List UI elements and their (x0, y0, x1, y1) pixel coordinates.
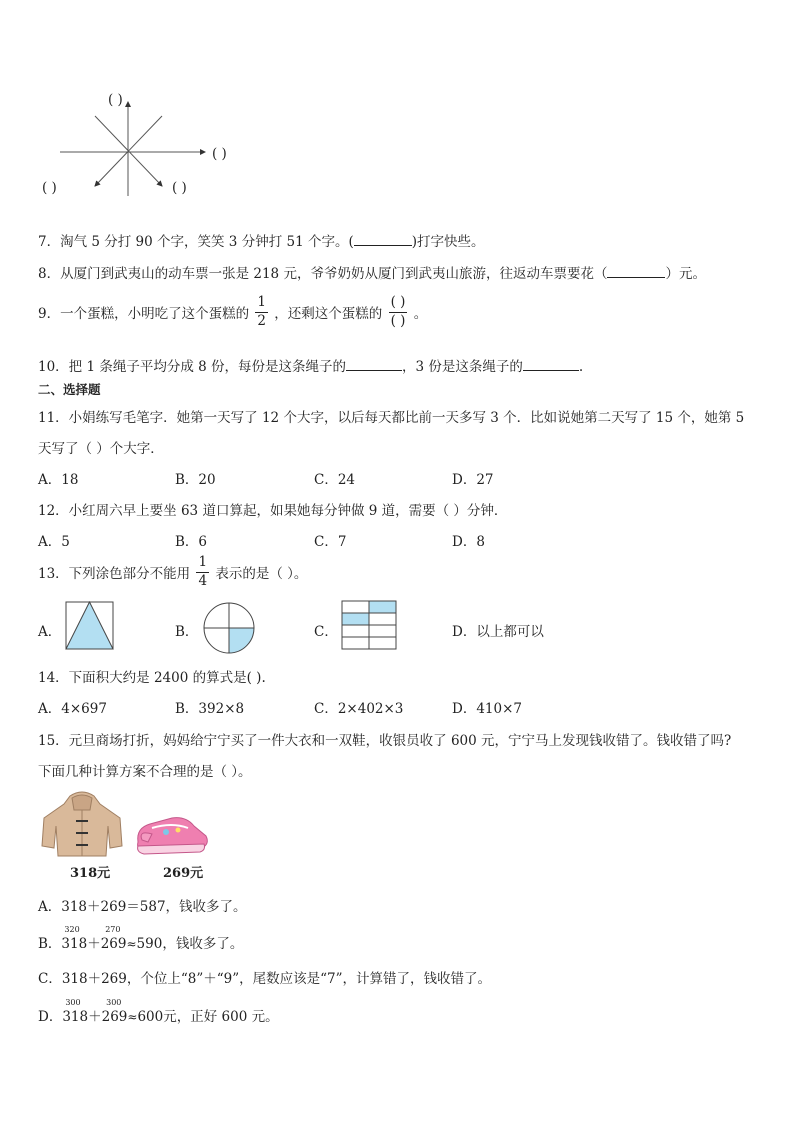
q10-text: 10．把 1 条绳子平均分成 8 份，每份是这条绳子的 (38, 359, 347, 375)
q11-line2: 天写了（ ）个大字． (38, 441, 164, 457)
q9-text-end: 。 (413, 306, 428, 322)
q13-option-b-figure[interactable] (202, 601, 256, 655)
section-heading: 二、选择题 (38, 382, 101, 397)
q10-blank-1[interactable] (346, 370, 402, 371)
q10-text-mid: ，3 份是这条绳子的 (402, 359, 523, 375)
q8-blank[interactable] (607, 277, 665, 278)
q13-fraction: $\frac{1}{4}$ (198, 554, 208, 589)
q15-b-term2: 270 ＋269 (87, 925, 127, 952)
q15-d-tail: 元，正好 600 元。 (163, 1009, 279, 1025)
q15-d-result: 600 (137, 1009, 164, 1025)
q15-option-c[interactable]: C．318＋269，个位上“8”＋“9”，尾数应该是“7”，计算错了，钱收错了。 (38, 971, 492, 987)
q15-option-d-label: D． (38, 1009, 63, 1025)
question-9 (38, 296, 427, 328)
q15-b-result: 590 (136, 936, 163, 952)
q15-b-approx: ≈ (126, 937, 137, 951)
q13-option-b-label[interactable]: B． (175, 624, 199, 640)
q7-text: 7．淘气 5 分打 90 个字，笑笑 3 分钟打 51 个字。( (38, 234, 354, 250)
q13-option-d[interactable]: D．以上都可以 (452, 624, 544, 640)
q13-option-a-label[interactable]: A． (38, 624, 62, 640)
q12-option-b[interactable]: B．6 (175, 534, 208, 550)
q15-d-term2: 300 ＋269 (88, 998, 128, 1025)
q13-option-c-label[interactable]: C． (314, 624, 338, 640)
q11-option-d[interactable]: D．27 (452, 472, 494, 488)
compass-diagram (40, 88, 280, 198)
q9-text-mid: ，还剩这个蛋糕的 (274, 306, 383, 322)
question-13 (38, 556, 307, 588)
q9-fraction-blank[interactable]: $\frac{( )}{( )}$ (390, 294, 406, 329)
coat-image (40, 790, 124, 858)
compass-bottomright-blank: ( ) (172, 180, 187, 196)
compass-left-blank: ( ) (42, 180, 57, 196)
q15-option-b-label: B． (38, 936, 62, 952)
q15-d-approx: ≈ (127, 1010, 138, 1024)
q9-fraction-half: $\frac{1}{2}$ (257, 294, 266, 329)
q14-option-a[interactable]: A．4×697 (38, 701, 107, 717)
q15-option-d[interactable] (38, 998, 279, 1025)
q15-d-term1: 300 318 (62, 998, 89, 1025)
q12-option-d[interactable]: D．8 (452, 534, 485, 550)
q14-option-c[interactable]: C．2×402×3 (314, 701, 404, 717)
compass-top-blank: ( ) (108, 92, 123, 108)
q13-option-c-figure[interactable] (341, 600, 397, 651)
q15-option-a[interactable]: A．318＋269＝587，钱收多了。 (38, 899, 247, 915)
q11-line1: 11．小娟练写毛笔字．她第一天写了 12 个大字，以后每天都比前一天多写 3 个．比如说她第二天写了 15 个，她第 5 (38, 410, 745, 426)
q11-option-c[interactable]: C．24 (314, 472, 356, 488)
q15-line2: 下面几种计算方案不合理的是（ ）。 (38, 764, 252, 780)
q10-blank-2[interactable] (523, 370, 579, 371)
q14-option-d[interactable]: D．410×7 (452, 701, 522, 717)
q7-text-end: )打字快些。 (411, 234, 485, 250)
q11-option-a[interactable]: A．18 (38, 472, 79, 488)
q13-text-end: 表示的是（ ）。 (215, 566, 308, 582)
q13-option-a-figure[interactable] (65, 601, 115, 651)
question-10 (38, 355, 583, 375)
q9-text: 9．一个蛋糕，小明吃了这个蛋糕的 (38, 306, 250, 322)
q8-text-end: ）元。 (665, 266, 706, 282)
q12-option-a[interactable]: A．5 (38, 534, 70, 550)
compass-lines (40, 88, 280, 198)
question-7 (38, 230, 485, 250)
q15-b-term1: 320 318 (61, 925, 88, 952)
compass-right-blank: ( ) (212, 146, 227, 162)
q12-option-c[interactable]: C．7 (314, 534, 347, 550)
q13-text: 13．下列涂色部分不能用 (38, 566, 191, 582)
q14-line1: 14．下面积大约是 2400 的算式是( ). (38, 670, 266, 686)
shoes-price: 269元 (163, 866, 204, 881)
q12-line1: 12．小红周六早上要坐 63 道口算起，如果她每分钟做 9 道，需要（ ）分钟． (38, 503, 508, 519)
coat-price: 318元 (70, 866, 111, 881)
q15-line1: 15．元旦商场打折，妈妈给宁宁买了一件大衣和一双鞋，收银员收了 600 元，宁宁马上发现钱收错了。钱收错了吗? (38, 733, 732, 749)
q15-b-tail: ，钱收多了。 (162, 936, 244, 952)
q7-blank[interactable] (354, 245, 412, 246)
q10-text-end: . (578, 359, 584, 375)
q15-option-b[interactable] (38, 925, 244, 952)
q14-option-b[interactable]: B．392×8 (175, 701, 245, 717)
question-8 (38, 262, 706, 282)
shoes-image (132, 806, 212, 858)
q8-text: 8．从厦门到武夷山的动车票一张是 218 元，爷爷奶奶从厦门到武夷山旅游，往返动车票要花（ (38, 266, 608, 282)
q11-option-b[interactable]: B．20 (175, 472, 216, 488)
